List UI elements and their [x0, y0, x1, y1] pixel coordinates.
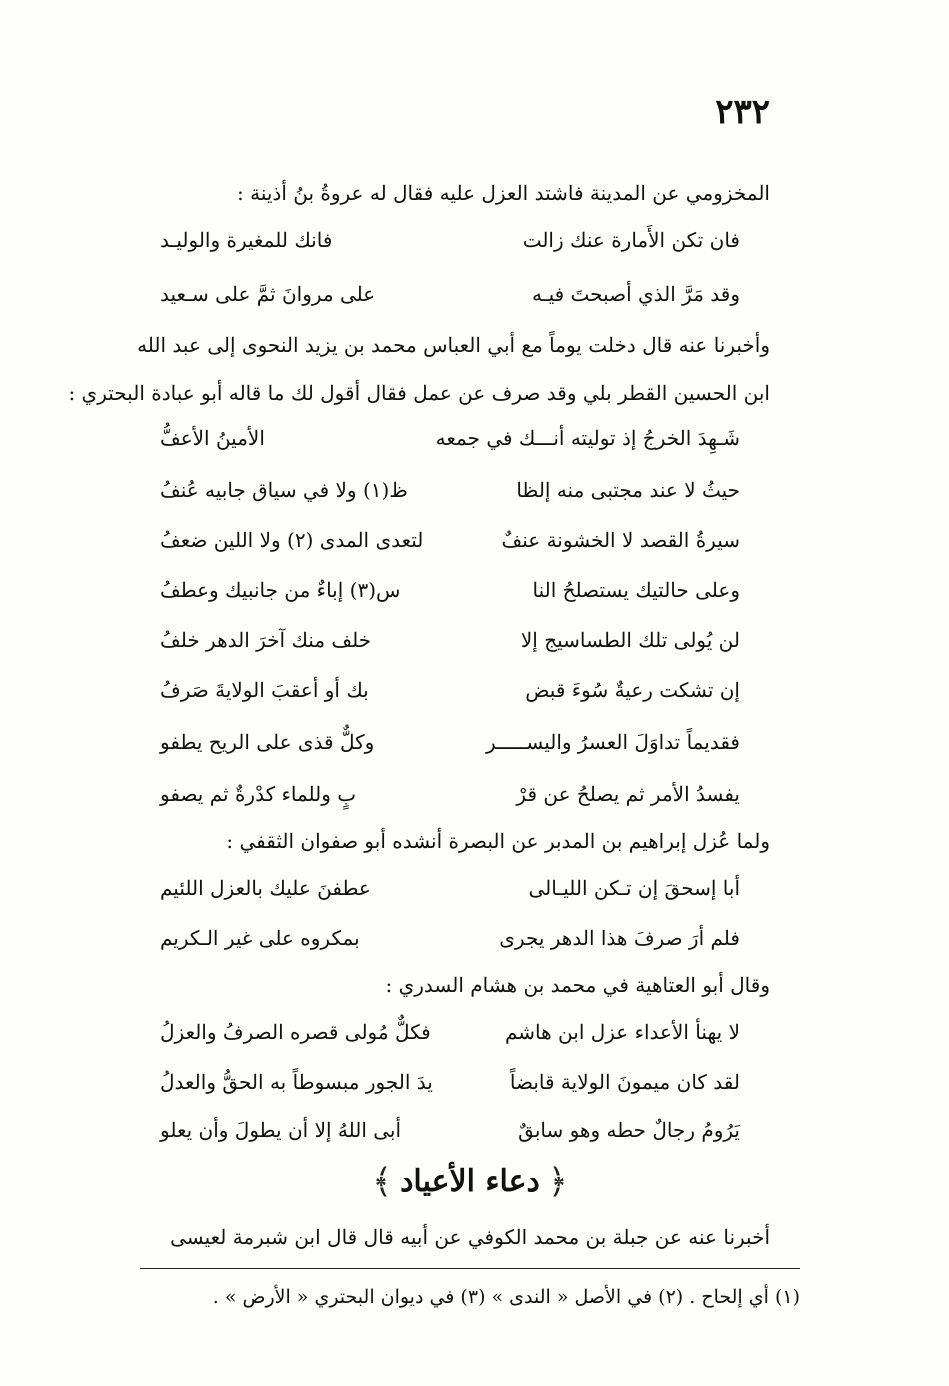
page-number: ٢٣٢ — [715, 92, 770, 132]
verse-first-hemistich: يفسدُ الأمر ثم يصلحُ عن قرْ — [516, 782, 740, 806]
verse-line — [120, 622, 740, 658]
verse-line — [120, 276, 740, 312]
prose-line: وأخبرنا عنه قال دخلت يوماً مع أبي العباس محمد بن يزيد النحوى إلى عبد الله — [137, 333, 770, 357]
verse-second-hemistich: ظ(١) ولا في سياق جابيه عُنفُ — [160, 478, 408, 502]
verse-line — [120, 724, 740, 760]
verse-first-hemistich: لن يُولى تلك الطساسيج إلا — [520, 628, 740, 652]
verse-second-hemistich: لتعدى المدى (٢) ولا اللين ضعفُ — [160, 528, 424, 552]
verse-first-hemistich: لقد كان ميمونَ الولاية قابضاً — [509, 1070, 740, 1094]
verse-first-hemistich: شَـهِدَ الخرجُ إذ توليته أنـــك في جمعه — [435, 426, 740, 450]
verse-second-hemistich: وكلٌّ قذى على الريح يطفو — [160, 730, 375, 754]
verse-first-hemistich: حيثُ لا عند مجتبى منه إلظا — [516, 478, 740, 502]
verse-first-hemistich: وقد مَرَّ الذي أصبحتَ فيـه — [532, 282, 740, 306]
verse-line — [120, 672, 740, 708]
verse-first-hemistich: لا يهنأ الأعداء عزل ابن هاشم — [504, 1020, 740, 1044]
verse-second-hemistich: عطفنَ عليك بالعزل اللئيم — [160, 876, 371, 900]
footnote-divider — [140, 1268, 800, 1269]
verse-second-hemistich: يدَ الجور مبسوطاً به الحقُّ والعدلُ — [160, 1070, 433, 1094]
verse-second-hemistich: س(٣) إباءٌ من جانبيك وعطفُ — [160, 578, 401, 602]
verse-second-hemistich: الأمينُ الأعفُّ — [160, 426, 265, 450]
verse-second-hemistich: فكلٌّ مُولى قصره الصرفُ والعزلُ — [160, 1020, 431, 1044]
prose-line: أخبرنا عنه عن جبلة بن محمد الكوفي عن أبيه قال قال ابن شبرمة لعيسى — [170, 1225, 770, 1249]
verse-line — [120, 420, 740, 456]
verse-second-hemistich: على مروانَ ثمَّ على سـعيد — [160, 282, 376, 306]
verse-first-hemistich: فقديماً تداوَلَ العسرُ واليســـــر — [486, 730, 740, 754]
verse-first-hemistich: أبا إسحقَ إن تـكن الليـالى — [528, 876, 740, 900]
heading-bracket-left: ﴾ — [372, 1161, 393, 1202]
prose-line: ولما عُزل إبراهيم بن المدبر عن البصرة أنشده أبو صفوان الثقفي : — [226, 829, 770, 853]
prose-line: ابن الحسين القطر بلي وقد صرف عن عمل فقال أقول لك ما قاله أبو عبادة البحتري : — [68, 381, 770, 405]
verse-second-hemistich: بمكروه على غير الـكريم — [160, 926, 360, 950]
heading-bracket-right: ﴿ — [547, 1161, 568, 1202]
verse-line — [120, 870, 740, 906]
verse-line — [120, 1112, 740, 1148]
verse-line — [120, 1014, 740, 1050]
verse-second-hemistich: فانك للمغيرة والوليـد — [160, 228, 333, 252]
prose-line: وقال أبو العتاهية في محمد بن هشام السدري : — [385, 973, 770, 997]
verse-first-hemistich: سيرةُ القصد لا الخشونة عنفٌ — [501, 528, 740, 552]
verse-line — [120, 472, 740, 508]
heading-title: دعاء الأعياد — [400, 1163, 540, 1199]
verse-first-hemistich: فلم أرَ صرفَ هذا الدهر يجرى — [499, 926, 740, 950]
verse-second-hemistich: بك أو أعقبَ الولايةَ صَرفُ — [160, 678, 369, 702]
verse-line — [120, 920, 740, 956]
verse-first-hemistich: يَرُومُ رجالٌ حطه وهو سابقٌ — [518, 1118, 740, 1142]
section-heading — [360, 1158, 580, 1204]
prose-line: المخزومي عن المدينة فاشتد العزل عليه فقال له عروةُ بنُ أذينة : — [237, 181, 770, 205]
verse-first-hemistich: إن تشكت رعيةٌ سُوءَ قبض — [525, 678, 740, 702]
verse-first-hemistich: وعلى حالتيك يستصلحُ النا — [532, 578, 740, 602]
verse-line — [120, 522, 740, 558]
verse-first-hemistich: فان تكن الأَمارة عنك زالت — [522, 228, 740, 252]
verse-line — [120, 572, 740, 608]
verse-line — [120, 1064, 740, 1100]
verse-second-hemistich: بٍ وللماء كدْرةٌ ثم يصفو — [160, 782, 357, 806]
verse-line — [120, 776, 740, 812]
verse-second-hemistich: أبى اللهُ إلا أن يطولَ وأن يعلو — [160, 1118, 402, 1142]
verse-second-hemistich: خلف منك آخرَ الدهر خلفُ — [160, 628, 372, 652]
footnote: (١) أي إلحاح . (٢) في الأصل « الندى » (٣) في ديوان البحتري « الأرض » . — [212, 1286, 800, 1308]
verse-line — [120, 222, 740, 258]
